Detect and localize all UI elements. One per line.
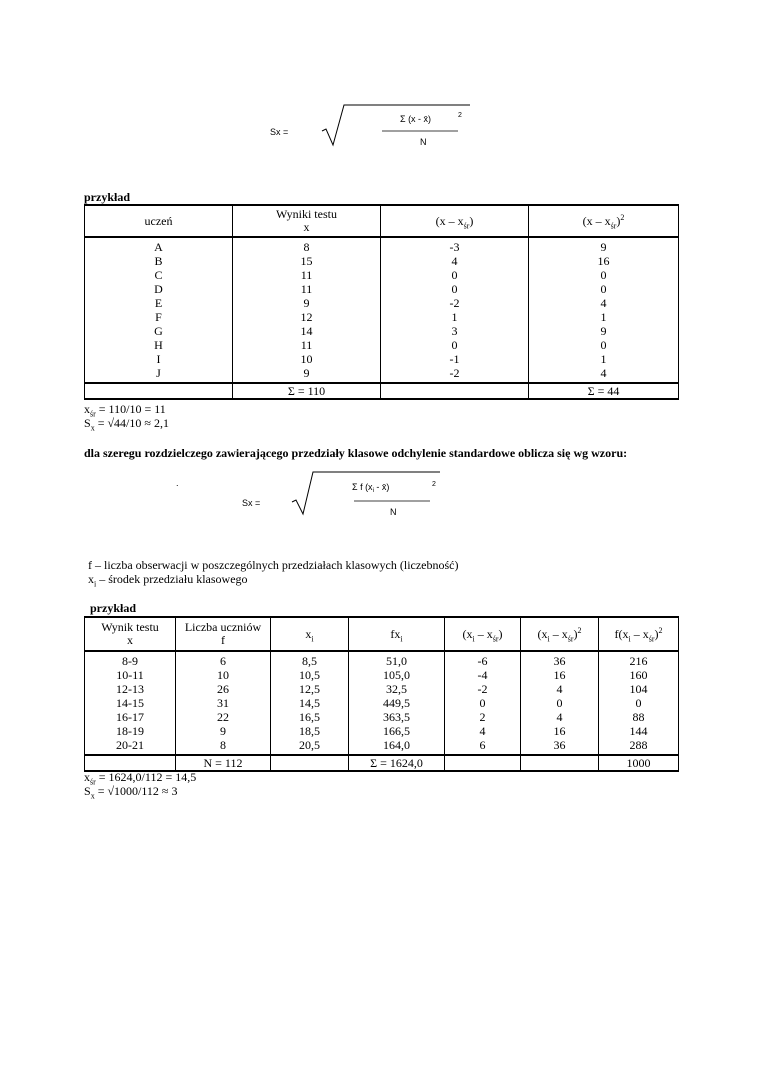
col-header-score: Wynik testu x: [85, 617, 176, 651]
weighted-squared-column: 216 160 104 0 88 144 288: [599, 651, 679, 755]
formula-lhs: Sx =: [242, 498, 261, 508]
score-column: 8 15 11 11 9 12 14 11 10 9: [233, 237, 381, 383]
example2-table: [84, 616, 679, 772]
mean-result: $x_{śr} = 110/10 = 11$: [84, 402, 166, 419]
footer-cell: [271, 755, 349, 771]
deviation-squared-column: 9 16 0 0 4 1 9 0 1 4: [529, 237, 679, 383]
col-header-weighted-squared: $f(x_i - x_{śr})^2$: [599, 617, 679, 651]
fxi-column: 51,0 105,0 32,5 449,5 363,5 166,5 164,0: [349, 651, 445, 755]
col-header-deviation-squared: $(x - x_{śr})^2$: [529, 205, 679, 237]
definition-f: f – liczba obserwacji w poszczególnych przedziałach klasowych (liczebność): [88, 558, 459, 572]
formula-denominator: N: [390, 507, 397, 517]
table-footer: [85, 755, 679, 771]
formula-dot: .: [176, 478, 179, 488]
footer-sum-squares: Σ = 44: [529, 383, 679, 399]
col-header-deviation: $(x_i - x_{śr})$: [445, 617, 521, 651]
footer-sum-scores: Σ = 110: [233, 383, 381, 399]
footer-cell: [85, 755, 176, 771]
col-header-score: Wyniki testu x: [233, 205, 381, 237]
score-column: 8-9 10-11 12-13 14-15 16-17 18-19 20-21: [85, 651, 176, 755]
definition-xi: $x_i$ – środek przedziału klasowego: [88, 572, 248, 589]
table-header: [85, 205, 679, 237]
col-header-fxi: $fx_i$: [349, 617, 445, 651]
footer-cell: [85, 383, 233, 399]
col-header-student: uczeń: [85, 205, 233, 237]
std-dev-formula: [260, 95, 490, 165]
grouped-intro: dla szeregu rozdzielczego zawierającego przedziały klasowe odchylenie standardowe oblicza się wg wzoru:: [84, 446, 628, 460]
formula-numerator: Σ f ($x_i$ - x̄): [352, 482, 390, 494]
footer-cell: [381, 383, 529, 399]
table-body: [85, 651, 679, 755]
col-header-deviation: $(x - x_{śr})$: [381, 205, 529, 237]
formula-numerator: Σ (x - x̄): [400, 114, 432, 124]
formula-power: 2: [458, 112, 462, 119]
deviation-column: -6 -4 -2 0 2 4 6: [445, 651, 521, 755]
mean-result: $x_{śr} = 1624,0/112 = 14,5$: [84, 770, 197, 787]
table-footer: [85, 383, 679, 399]
std-dev-result: $S_x = √44/10 \approx 2,1$: [84, 416, 169, 433]
example2-heading: przykład: [90, 601, 137, 615]
grouped-std-dev-formula: [170, 462, 460, 532]
deviation-squared-column: 36 16 4 0 4 16 36: [521, 651, 599, 755]
deviation-column: -3 4 0 0 -2 1 3 0 -1 -2: [381, 237, 529, 383]
footer-total-count: N = 112: [176, 755, 271, 771]
sqrt-sign-icon: [322, 105, 470, 145]
formula-lhs: Sx =: [270, 127, 289, 137]
example1-table: [84, 204, 679, 400]
table-body: [85, 237, 679, 383]
formula-denominator: N: [420, 137, 427, 147]
footer-sum-weighted: 1000: [599, 755, 679, 771]
footer-sum-fxi: Σ = 1624,0: [349, 755, 445, 771]
formula-power: 2: [432, 481, 436, 488]
col-header-count: Liczba uczniów f: [176, 617, 271, 651]
col-header-xi: $x_i$: [271, 617, 349, 651]
table-header: [85, 617, 679, 651]
student-column: A B C D E F G H I J: [85, 237, 233, 383]
xi-column: 8,5 10,5 12,5 14,5 16,5 18,5 20,5: [271, 651, 349, 755]
footer-cell: [445, 755, 521, 771]
col-header-deviation-squared: $(x_i - x_{śr})^2$: [521, 617, 599, 651]
sqrt-sign-icon: [292, 472, 440, 514]
example1-heading: przykład: [84, 190, 131, 204]
count-column: 6 10 26 31 22 9 8: [176, 651, 271, 755]
footer-cell: [521, 755, 599, 771]
std-dev-result: $S_x = √1000/112 \approx 3$: [84, 784, 178, 801]
